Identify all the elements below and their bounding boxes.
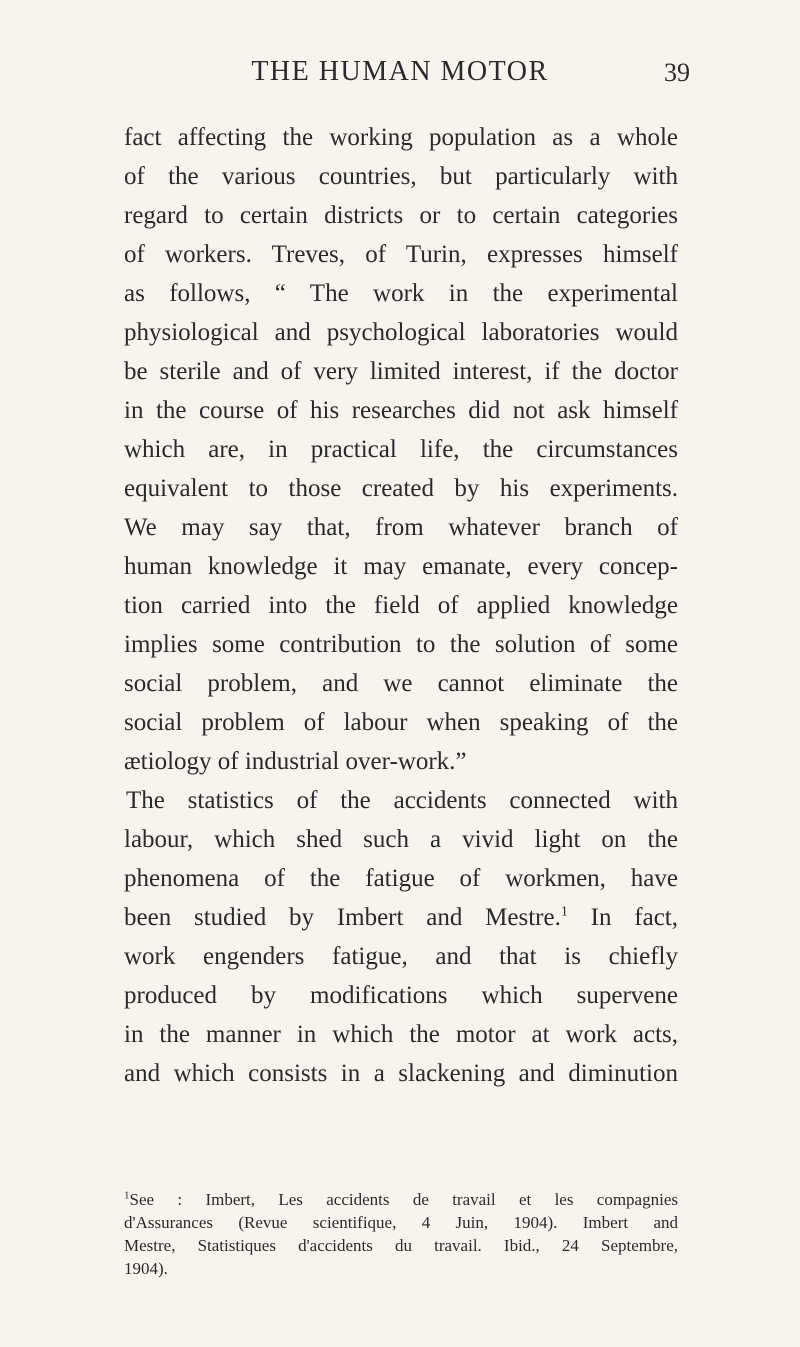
- text-line: in the course of his researches did not ask himself: [124, 397, 678, 424]
- text-line: We may say that, from whatever branch of: [124, 514, 678, 541]
- text-line: The statistics of the accidents connected with: [126, 787, 678, 814]
- footnote-line: Mestre, Statistiques d'accidents du travail. Ibid., 24 Septembre,: [124, 1236, 678, 1255]
- footnote-line: 1904).: [124, 1259, 168, 1278]
- text-line: in the manner in which the motor at work acts,: [124, 1021, 678, 1048]
- text-segment: In fact,: [590, 904, 678, 931]
- body-text: [124, 118, 678, 1093]
- text-line: of the various countries, but particularly with: [124, 163, 678, 190]
- footnote-line: d'Assurances (Revue scientifique, 4 Juin, 1904). Imbert and: [124, 1213, 678, 1232]
- footnote-line: [124, 1188, 678, 1211]
- text-line: of workers. Treves, of Turin, expresses himself: [124, 241, 678, 268]
- text-line: work engenders fatigue, and that is chiefly: [124, 943, 678, 970]
- footnote-text: See : Imbert, Les accidents de travail et les compagnies: [129, 1190, 678, 1209]
- text-line: equivalent to those created by his experiments.: [124, 475, 678, 502]
- text-line: social problem, and we cannot eliminate the: [124, 670, 678, 697]
- text-line: social problem of labour when speaking of the: [124, 709, 678, 736]
- text-line: regard to certain districts or to certain categories: [124, 202, 678, 229]
- text-line: produced by modifications which supervene: [124, 982, 678, 1009]
- text-line: implies some contribution to the solution of some: [124, 631, 678, 658]
- running-head: [0, 56, 800, 96]
- text-line: be sterile and of very limited interest, if the doctor: [124, 358, 678, 385]
- text-line: tion carried into the field of applied knowledge: [124, 592, 678, 619]
- text-line: fact affecting the working population as a whole: [124, 124, 678, 151]
- running-title: THE HUMAN MOTOR: [251, 56, 549, 87]
- text-line: which are, in practical life, the circumstances: [124, 436, 678, 463]
- footnote: [124, 1188, 678, 1280]
- text-line-with-footnote: [124, 898, 678, 937]
- text-line: labour, which shed such a vivid light on the: [124, 826, 678, 853]
- text-line: human knowledge it may emanate, every concep-: [124, 553, 678, 580]
- text-segment: been studied by Imbert and Mestre.: [124, 904, 561, 931]
- page-number: 39: [664, 58, 690, 87]
- text-line: ætiology of industrial over-work.”: [124, 748, 467, 775]
- text-line: and which consists in a slackening and diminution: [124, 1060, 678, 1087]
- text-line: physiological and psychological laboratories would: [124, 319, 678, 346]
- footnote-marker: 1: [124, 1189, 130, 1202]
- footnote-reference: 1: [560, 904, 568, 920]
- text-line: as follows, “ The work in the experimental: [124, 280, 678, 307]
- text-line: phenomena of the fatigue of workmen, have: [124, 865, 678, 892]
